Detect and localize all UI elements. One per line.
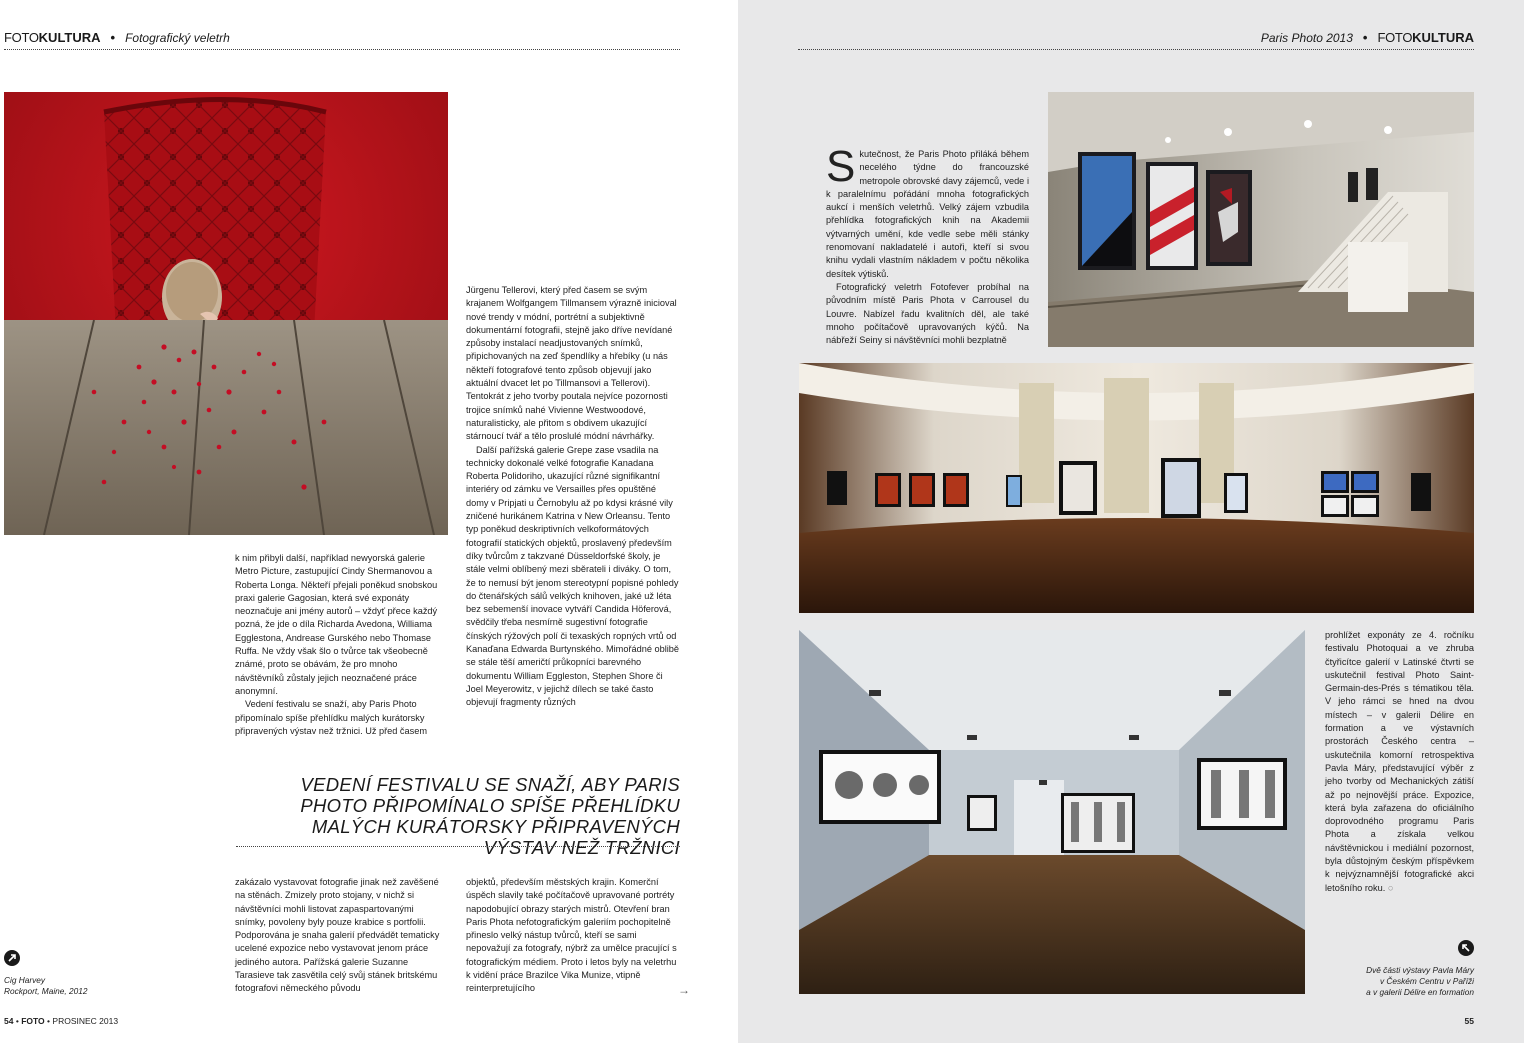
red-chair-photo (4, 92, 448, 535)
issue-date: PROSINEC 2013 (52, 1016, 119, 1026)
corridor-gallery-photo (799, 630, 1305, 994)
brand-kultura: KULTURA (1412, 30, 1474, 45)
paragraph: Jürgenu Tellerovi, který před časem se svým krajanem Wolfgangem Tillmansem výrazně inicioval nové trendy v módní, portrétní a subjektivně dokumentární fotografii, stejně jako dříve nevídané způsoby instalací neadjustovaných snímků, připichovaných na zeď špendlíky a hřebíky (u nás někteří fotografové tento způsob objevují jako aktuální dvacet let po Tillmansovi a Tellerovi). Tentokrát z jeho tvorby poutala nejvíce pozornosti trojice snímků nahé Vivienne Westwoodové, naturalisticky, ale přitom s obdivem ukazující stárnoucí tvář a tělo proslulé módní návrhářky. (466, 285, 677, 442)
brand-kultura: KULTURA (38, 30, 101, 45)
footer-separator: • (15, 1016, 19, 1026)
brand-foto: FOTO (1377, 30, 1413, 45)
caption-line: a v galerii Délire en formation (1366, 987, 1474, 997)
paragraph: objektů, především městských krajin. Komerční úspěch slavily také počítačově upravované portréty napodobující obrazy starých mistrů. Otevření bran Paris Phota nefotografickým galeriím pochopitelně přineslo velký nástup tvůrců, kteří se sami nepovažují za fotografy, nýbrž za umělce pracující s fotografickým médiem. Proto i letos byly na veletrhu k vidění práce Brazilce Vika Munize, vtipně reinterpretujícího (466, 877, 677, 994)
column-4 (466, 876, 679, 996)
continue-arrow-icon: → (678, 983, 690, 997)
paragraph: Vedení festivalu se snaží, aby Paris Photo připomínalo spíše přehlídku malých kurátorsky připravených výstav než tržnici. Už před časem (235, 699, 427, 736)
page-number: 55 (1464, 1016, 1474, 1026)
column-1 (235, 552, 445, 738)
drop-cap: S (826, 142, 856, 191)
end-mark-icon: ○ (1387, 882, 1394, 893)
caption-arrow-icon (4, 950, 20, 966)
section-title: Paris Photo 2013 (1260, 31, 1353, 45)
brand-foto: FOTO (4, 30, 39, 45)
paragraph: Další pařížská galerie Grepe zase vsadila na technicky dokonalé velké fotografie Kanadana Roberta Polidoriho, ukazující různé signifikantní interiéry od zámku ve Versailles přes opuštěné domy v Pripjati u Černobylu až po kdysi krásné vily zničené hurikánem Katrina v New Orleansu. Tento typ poněkud deskriptivních velkoformátových fotografií statických objektů, proslavený především díky tvůrcům z takzvané Düsseldorfské školy, je stále velmi oblíbený mezi sběrateli i diváky. O tom, že to nemusí být jenom stereotypní popisné pohledy do čtenářských sálů velkých knihoven, jaké už léta bez sebemenší inovace vytváří Candida Höferová, svědčily třeba nesmírně sugestivní fotografie čínských rýžových polí či texaských ropných vrtů od Kanaďana Edwarda Burtynského. Mimořádné oblibě se stále těší američtí průkopníci barevného dokumentu William Eggleston, Stephen Shore či Joel Meyerowitz, v jejichž dílech se také často objevují fragmenty různých (466, 444, 680, 708)
paragraph: zakázalo vystavovat fotografie jinak než zavěšené na stěnách. Zmizely proto stojany, v nichž si návštěvníci mohli listovat zapaspartovanými snímky, povoleny byly pouze krabice s portfolii. Podporována je snaha galerií předvádět tematicky ucelené expozice nebo vystavovat jenom práce jediného autora. Pařížská galerie Suzanne Tarasieve tak zasvětila celý svůj stánek britskému fotografovi německého původu (235, 877, 440, 994)
quote-rule (236, 846, 680, 847)
header-rule (4, 49, 680, 50)
column-2 (466, 284, 679, 710)
header-rule (798, 49, 1474, 50)
page-number: 54 (4, 1016, 14, 1026)
right-header (1261, 30, 1474, 45)
caption-line: Dvě části výstavy Pavla Máry (1366, 965, 1474, 975)
header-separator: • (1362, 30, 1368, 45)
credit-place: Rockport, Maine, 2012 (4, 986, 88, 996)
staircase-gallery-photo (1048, 92, 1474, 347)
footer-brand: FOTO (21, 1016, 45, 1026)
paragraph: k nim přibyli další, například newyorská galerie Metro Picture, zastupující Cindy Shermanovou a Roberta Longa. Někteří přejali poněkud snobskou praxi galerie Gagosian, která své exponáty neoznačuje ani jmény autorů – vždyť přece každý pozná, že jde o díla Richarda Avedona, Williama Egglestona, Andrease Gurského nebo Thomase Ruffa. Ne vždy však šlo o tvůrce tak všeobecně známé, proto se obávám, že pro mnoho návštěvníků zůstaly jejich neoznačené práce anonymní. (235, 553, 438, 696)
left-footer (4, 1016, 118, 1026)
section-title: Fotografický veletrh (125, 31, 230, 45)
caption-line: v Českém Centru v Paříži (1379, 976, 1474, 986)
column-3 (235, 876, 445, 996)
intro-column (826, 142, 1029, 347)
paragraph: prohlížet exponáty ze 4. ročníku festivalu Photoquai a ve zhruba čtyřicítce galerií v Latinské čtvrti se uskutečnil festival Photo Saint-Germain-des-Prés s tématikou těla. V jeho rámci se hned na dvou místech – v galerii Délire en formation a ve výstavních prostorách Českého centra – uskutečnila komorní retrospektiva Pavla Máry, představující výběr z jeho tvorby od Mechanických zátiší až po nejnovější práce. Expozice, která byla zařazena do oficiálního doprovodného programu Paris Phota a získala velkou návštěvnickou i mediální pozornost, byla důstojným českým příspěvkem k nejvýznamnější fotografické akci letošního roku. (1325, 630, 1474, 893)
right-column (1325, 629, 1474, 895)
panorama-gallery-photo (799, 363, 1474, 613)
credit-name: Cig Harvey (4, 975, 46, 985)
photo-caption (1366, 965, 1474, 998)
paragraph: Fotografický veletrh Fotofever probíhal na původním místě Paris Phota v Carrousel du Louvre. Nabízel řadu kvalitních děl, ale také mnoho počítačově upravovaných kýčů. Na nábřeží Seiny si návštěvníci mohli bezplatně (826, 281, 1029, 346)
pull-quote: VEDENÍ FESTIVALU SE SNAŽÍ, ABY PARIS PHOTO PŘIPOMÍNALO SPÍŠE PŘEHLÍDKU MALÝCH KURÁTORSKY PŘIPRAVENÝCH VÝSTAV NEŽ TRŽNICI (300, 774, 680, 858)
photo-credit (4, 975, 87, 997)
left-header (4, 30, 230, 45)
paragraph: kutečnost, že Paris Photo přiláká během necelého týdne do francouzské metropole obrovské davy zájemců, vede i k paralelnímu pořádání mnoha fotografických aukcí i menších veletrhů. Velký zájem vzbudila přehlídka fotografických knih na Akademii výtvarných umění, kde vedle sebe měli stánky renomovaní nakladatelé i autoři, kteří si svou knihu vydali vlastním nákladem v počtu několika desítek výtisků. (826, 149, 1029, 279)
right-footer (1465, 1016, 1474, 1026)
header-separator: • (110, 30, 116, 45)
footer-separator: • (47, 1016, 51, 1026)
caption-arrow-icon (1458, 940, 1474, 956)
